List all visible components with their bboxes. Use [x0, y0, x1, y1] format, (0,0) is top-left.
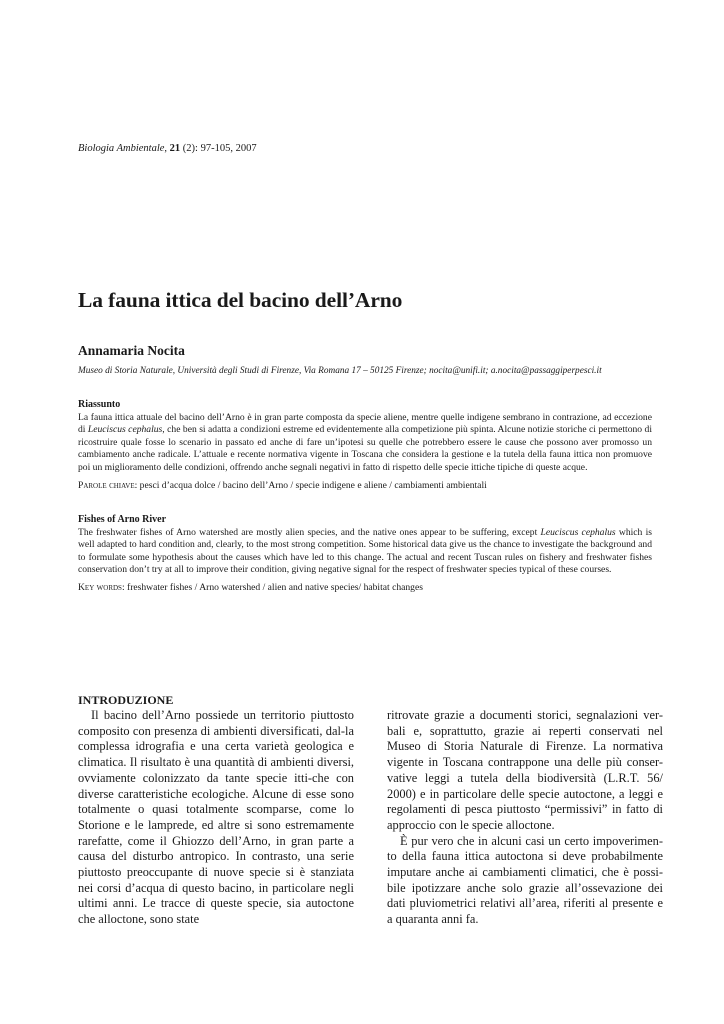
riassunto-section: [78, 399, 652, 492]
keywords-list-it: : pesci d’acqua dolce / bacino dell’Arno / specie indigene e aliene / cambiamenti ambientali: [134, 479, 487, 491]
abstract-section: [78, 514, 652, 595]
introduction-paragraph-continued: ritrovate grazie a documenti storici, segnalazioni ver-bali e, soprattutto, grazie ai reperti conservati nel Museo di Storia Naturale di Firenze. La normativa vigente in Toscana contrappone una delle più conser-vative leggi a tutela della biodiversità (L.R.T. 56/ 2000) e in particolare delle specie autoctone, a leggi e regolamenti di pesca piuttosto “permissivi” in fatto di approccio con le specie alloctone.: [387, 708, 663, 832]
introduction-column-1: Il bacino dell’Arno possiede un territorio piuttosto composito con presenza di ambienti diversificati, dal-la complessa idrografia e una certa varietà geologica e climatica. Il risultato è una quantità di ambienti diversi, ovviamente colonizzato da tante specie itti-che con diverse caratteristiche ecologiche. Alcune di esse sono totalmente o quasi totalmente scomparse, come lo Storione e le lamprede, ed altre si sono estremamente rarefatte, come il Ghiozzo dell’Arno, in gran parte a causa del disturbo antropico. In contrasto, una serie piuttosto preoccupante di nuove specie si è stanziata nei corsi d’acqua di questo bacino, in particolare negli ultimi anni. Le tracce di queste specie, sia autoctone che alloctone, sono state: [78, 708, 354, 927]
journal-citation: Biologia Ambientale, 21 (2): 97-105, 2007: [78, 143, 257, 154]
journal-issue-pages: (2): 97-105, 2007: [180, 143, 257, 154]
journal-name: Biologia Ambientale: [78, 143, 165, 154]
riassunto-heading: Riassunto: [78, 399, 121, 410]
keywords-list-en: : freshwater fishes / Arno watershed / alien and native species/ habitat changes: [121, 581, 423, 593]
article-title: La fauna ittica del bacino dell’Arno: [78, 288, 403, 312]
abstract-species: Leuciscus cephalus: [540, 526, 616, 538]
abstract-text: The freshwater fishes of Arno watershed are mostly alien species, and the native ones appear to be suffering, except Leuciscus cephalus which is well adapted to hard condition and, clearly, to the most strong competition. Some historical data give us the chance to investigate the background and to formulate some hypothesis about the causes which have led to this change. The actual and recent Tuscan rules on fishery and freshwater fishes conservation don’t try at all to improve their condition, giving negative signal for the respect of freshwater species typical of these courses.: [78, 526, 652, 576]
riassunto-keywords: [78, 480, 652, 493]
abstract-keywords: [78, 582, 652, 595]
author-affiliation: Museo di Storia Naturale, Università degli Studi di Firenze, Via Romana 17 – 50125 Firenze; nocita@unifi.it; a.nocita@passaggiperpesci.it: [78, 366, 602, 376]
journal-volume: 21: [169, 143, 181, 154]
introduction-paragraph-2: È pur vero che in alcuni casi un certo impoverimen-to della fauna ittica autoctona si deve probabilmente imputare anche ai cambiamenti climatici, che è possi-bile ipotizzare anche solo grazie all’ossevazione dei dati pluviometrici relativi all’area, riferiti al presente e a quaranta anni fa.: [387, 833, 663, 927]
abstract-heading: Fishes of Arno River: [78, 514, 167, 525]
introduction-heading: INTRODUZIONE: [78, 693, 174, 707]
riassunto-species: Leuciscus cephalus: [87, 424, 163, 436]
keywords-label-en: Key words: [78, 581, 122, 593]
riassunto-text: La fauna ittica attuale del bacino dell’Arno è in gran parte composta da specie aliene, mentre quelle indigene sembrano in contrazione, ad eccezione di Leuciscus cephalus, che ben si adatta a condizioni estreme ed evidentemente alla competizione più spinta. Alcune notizie storiche ci permettono di ricostruire quale fosse lo scenario in passato ed anche di fare un’ipotesi su quelle che potrebbero essere le cause che possono aver promosso un cambiamento anche radicale. L’attuale e recente normativa vigente in Toscana che considera la gestione e la tutela della fauna ittica non promuove poi un miglioramento delle condizioni, offrendo anche segnali negativi in fatto di rispetto delle specie ittiche tipiche di queste acque.: [78, 411, 652, 473]
author-name: Annamaria Nocita: [78, 343, 185, 358]
keywords-label-it: Parole chiave: [78, 479, 135, 491]
introduction-column-2: [387, 708, 663, 928]
